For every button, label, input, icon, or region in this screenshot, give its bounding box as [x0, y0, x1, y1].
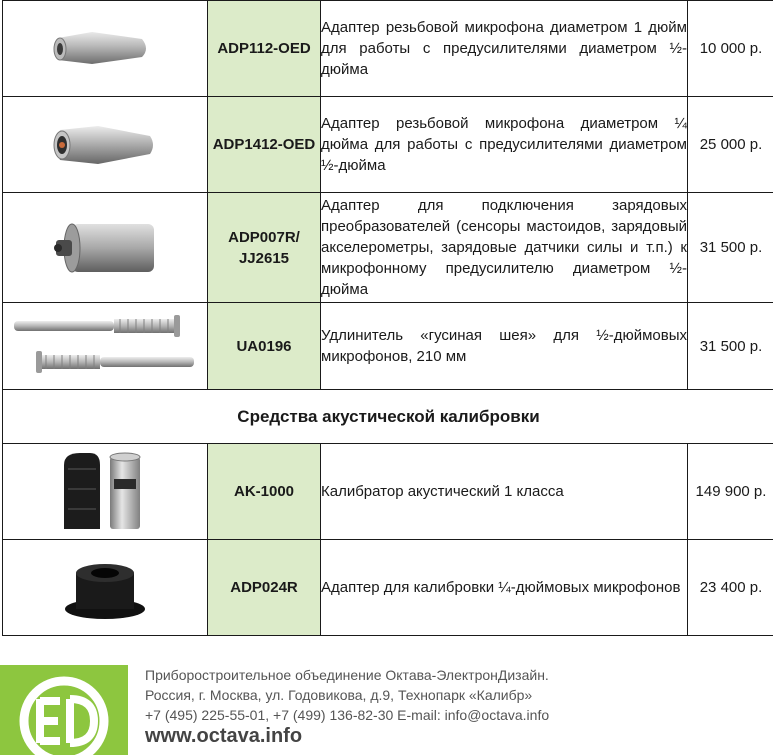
product-price: 23 400 р. — [688, 540, 773, 636]
product-code: ADP1412-OED — [208, 97, 321, 193]
table-row — [3, 540, 773, 636]
acoustic-calibrator-image — [60, 449, 150, 535]
microphone-adapter-1inch-image — [50, 24, 160, 74]
microphone-adapter-quarter-inch-image — [50, 118, 160, 172]
product-description: Удлинитель «гусиная шея» для ½-дюймовых микрофонов, 210 мм — [321, 303, 688, 390]
company-info — [145, 665, 549, 725]
product-price: 25 000 р. — [688, 97, 773, 193]
product-description: Калибратор акустический 1 класса — [321, 444, 688, 540]
company-logo-icon — [0, 665, 128, 755]
product-price: 10 000 р. — [688, 1, 773, 97]
website-link[interactable]: www.octava.info — [145, 725, 303, 747]
product-price: 31 500 р. — [688, 303, 773, 390]
product-image-cell — [3, 540, 208, 636]
gooseneck-extension-image — [10, 311, 200, 381]
product-code: UA0196 — [208, 303, 321, 390]
product-image-cell — [3, 444, 208, 540]
company-name: Приборостроительное объединение Октава-ЭлектронДизайн. — [145, 667, 549, 683]
product-description: Адаптер резьбовой микрофона диаметром ¼ дюйма для работы с предусилителями диаметром ½-дюйма — [321, 97, 688, 193]
product-image-cell — [3, 97, 208, 193]
product-description: Адаптер для подключения зарядовых преобразователей (сенсоры мастоидов, зарядовый акселерометры, зарядовые датчики силы и т.п.) к микрофонному предусилителю диаметром ½-дюйма — [321, 193, 688, 303]
product-description: Адаптер для калибровки ¼-дюймовых микрофонов — [321, 540, 688, 636]
section-title: Средства акустической калибровки — [3, 390, 773, 444]
footer — [0, 665, 773, 755]
table-row — [3, 444, 773, 540]
product-code: AK-1000 — [208, 444, 321, 540]
product-image-cell — [3, 1, 208, 97]
company-contacts: +7 (495) 225-55-01, +7 (499) 136-82-30 E-mail: info@octava.info — [145, 707, 550, 723]
charge-adapter-image — [50, 218, 160, 278]
product-description: Адаптер резьбовой микрофона диаметром 1 дюйм для работы с предусилителями диаметром ½-дюйма — [321, 1, 688, 97]
company-address: Россия, г. Москва, ул. Годовикова, д.9, Технопарк «Калибр» — [145, 687, 533, 703]
table-row — [3, 390, 773, 444]
product-code: ADP007R/ JJ2615 — [208, 193, 321, 303]
calibration-adapter-image — [60, 553, 150, 623]
product-price: 149 900 р. — [688, 444, 773, 540]
product-code: ADP024R — [208, 540, 321, 636]
table-row — [3, 1, 773, 97]
product-code: ADP112-OED — [208, 1, 321, 97]
table-row — [3, 97, 773, 193]
product-image-cell — [3, 303, 208, 390]
product-image-cell — [3, 193, 208, 303]
table-row — [3, 303, 773, 390]
table-row — [3, 193, 773, 303]
product-table — [2, 0, 773, 636]
product-price: 31 500 р. — [688, 193, 773, 303]
